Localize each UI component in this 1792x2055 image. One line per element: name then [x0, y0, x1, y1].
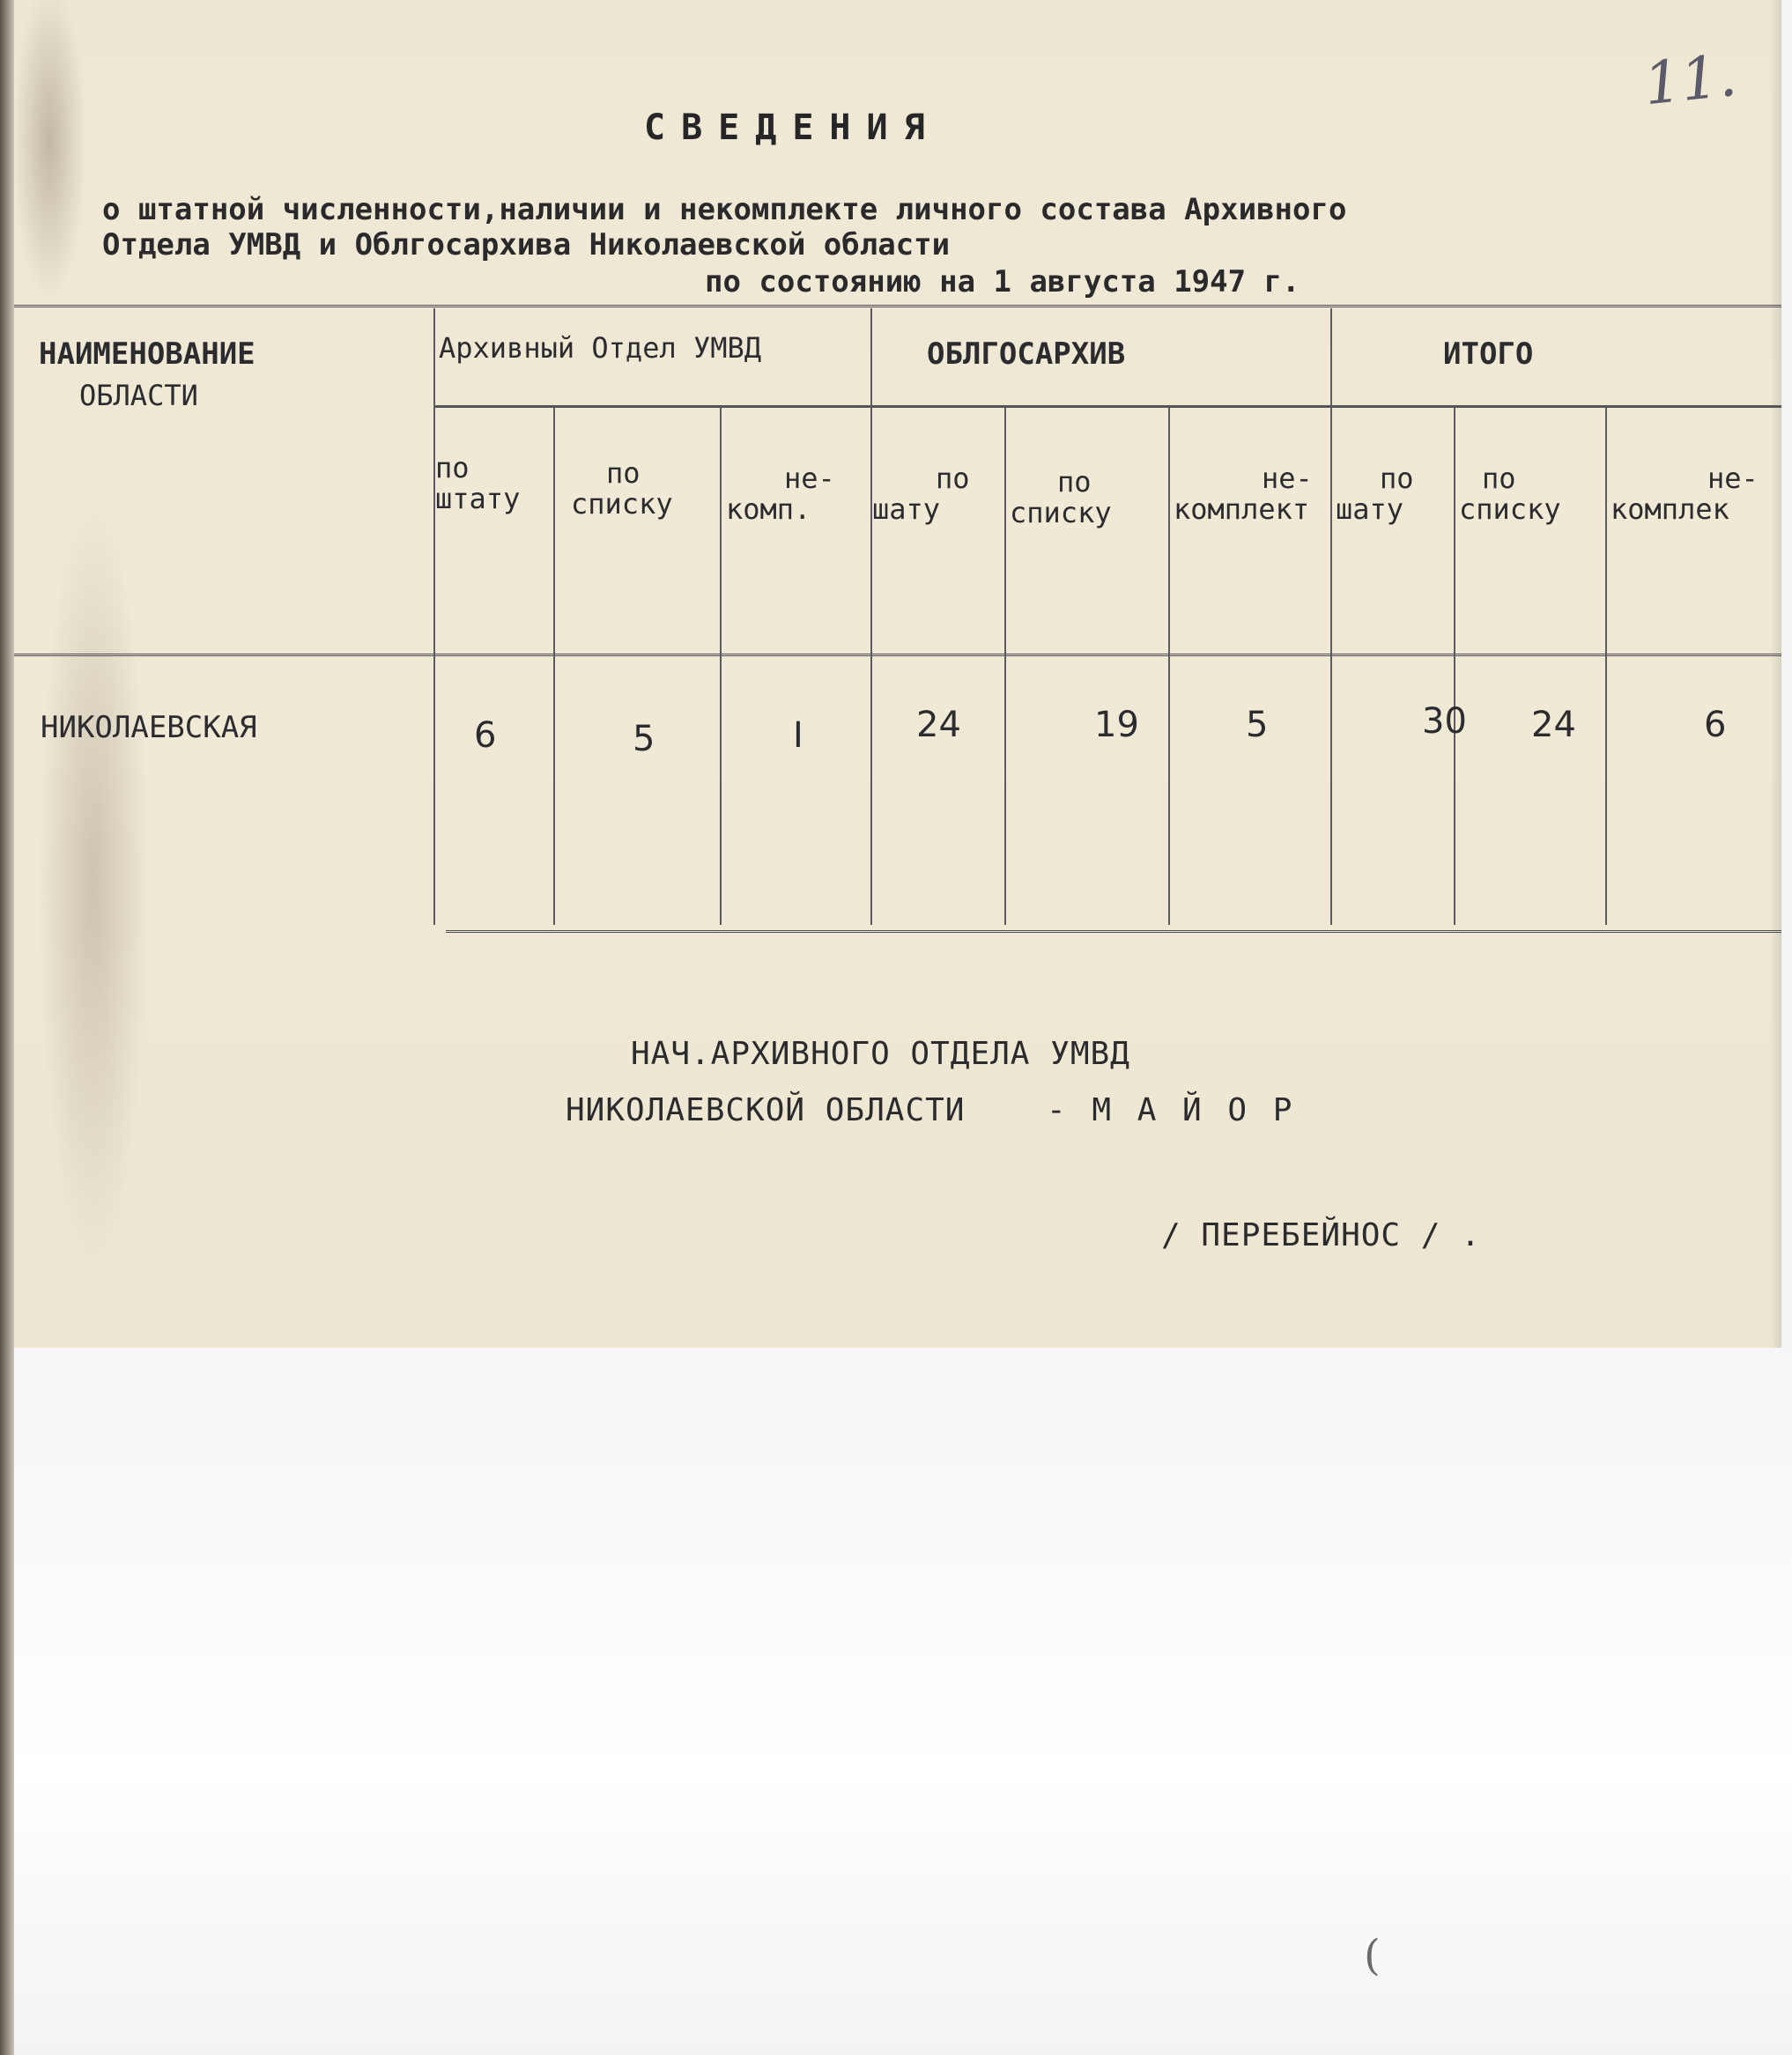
subtitle-line-2: Отдела УМВД и Облгосархива Николаевской области [102, 227, 951, 262]
page-number: 11. [1640, 41, 1740, 119]
signature-rank: - М А Й О Р [1047, 1092, 1296, 1128]
lower-blank-sheet [14, 1348, 1792, 2055]
column-divider [433, 308, 435, 925]
subheader-cell: не- комплек [1611, 462, 1759, 527]
cell-value: 5 [1246, 705, 1269, 745]
column-divider [720, 407, 722, 925]
cell-value: 24 [916, 705, 961, 745]
subheader-cell: по шату [872, 462, 970, 527]
group-header-archive: Архивный Отдел УМВД [439, 331, 762, 365]
column-divider [1168, 407, 1170, 925]
cell-value: 6 [1704, 705, 1727, 745]
page-edge [1771, 0, 1781, 1348]
header-bottom-rule [14, 654, 1781, 659]
cell-value: 30 [1422, 701, 1467, 742]
subtitle-line-1: о штатной численности,наличии и некомплекте личного состава Архивного [102, 192, 1347, 227]
subheader-cell: по списку [571, 456, 673, 521]
subheader-cell: по шату [1336, 462, 1414, 527]
cell-value: 19 [1094, 705, 1139, 745]
table-top-rule [14, 305, 1781, 310]
subtitle-line-3: по состоянию на 1 августа 1947 г. [705, 264, 1300, 299]
subheader-cell: по штату [435, 451, 521, 516]
pencil-mark: ( [1364, 1931, 1381, 1980]
group-header-oblgosarchiv: ОБЛГОСАРХИВ [927, 336, 1126, 372]
cell-value: I [793, 715, 803, 756]
column-divider [1605, 407, 1607, 925]
column-divider [1454, 407, 1455, 925]
region-header-sub: ОБЛАСТИ [79, 379, 198, 412]
cell-value: 6 [474, 715, 497, 756]
group-header-total: ИТОГО [1443, 336, 1534, 372]
group-header-rule [433, 405, 1781, 408]
column-divider [1004, 407, 1006, 925]
subheader-cell: не- комп. [726, 462, 835, 527]
document-page [14, 0, 1781, 1348]
binding-strip [0, 0, 14, 2055]
column-divider [553, 407, 555, 925]
cell-value: 24 [1531, 705, 1576, 745]
subheader-cell: по списку [1010, 465, 1112, 530]
cell-value: 5 [633, 719, 655, 759]
document-title: СВЕДЕНИЯ [644, 107, 941, 148]
table-bottom-rule [446, 930, 1781, 935]
region-header: НАИМЕНОВАНИЕ [39, 336, 255, 372]
signature-title-line-1: НАЧ.АРХИВНОГО ОТДЕЛА УМВД [631, 1036, 1130, 1072]
subheader-cell: не- комплект [1174, 462, 1313, 527]
subheader-cell: по списку [1459, 462, 1561, 527]
signature-title-line-2: НИКОЛАЕВСКОЙ ОБЛАСТИ [566, 1092, 966, 1128]
column-divider [1330, 308, 1332, 925]
column-divider [870, 308, 872, 925]
signature-name: / ПЕРЕБЕЙНОС / . [1161, 1217, 1481, 1253]
row-region: НИКОЛАЕВСКАЯ [41, 710, 257, 745]
